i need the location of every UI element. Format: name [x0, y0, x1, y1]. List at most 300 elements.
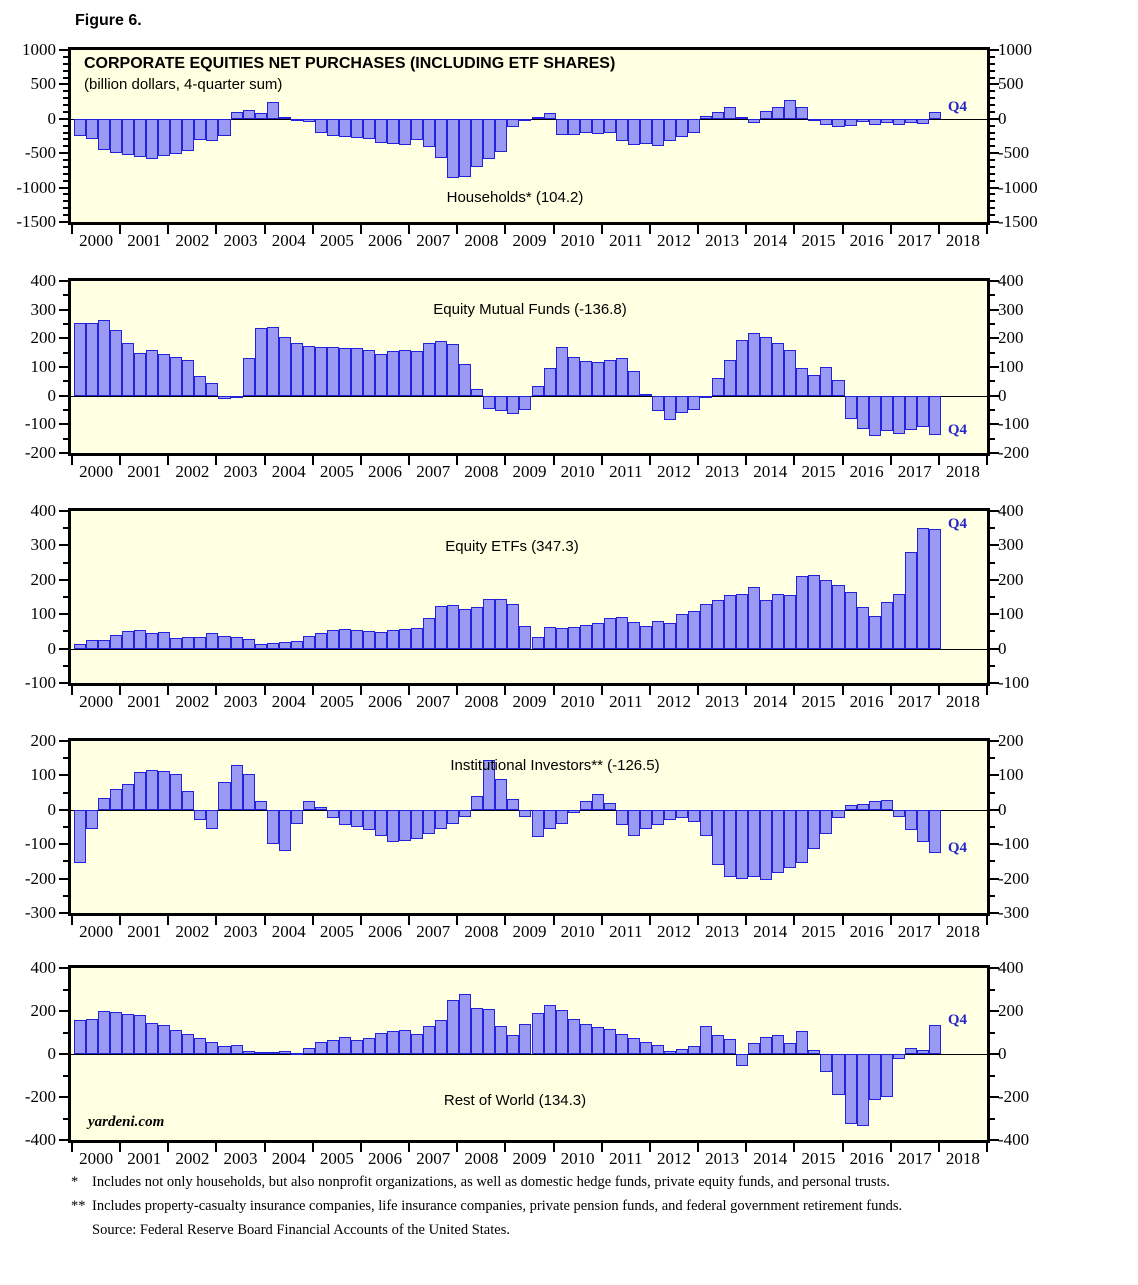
bar — [544, 627, 556, 648]
bar — [495, 779, 507, 810]
bar — [748, 333, 760, 395]
x-axis-year-label: 2011 — [609, 231, 643, 250]
y-axis-label-right: 200 — [998, 1001, 1024, 1020]
minor-tick — [990, 63, 995, 65]
bar — [303, 1048, 315, 1054]
bar — [784, 595, 796, 648]
bar — [845, 1054, 857, 1124]
major-tick — [59, 912, 68, 914]
bar — [652, 810, 664, 825]
bar — [676, 614, 688, 648]
bar — [411, 1034, 423, 1054]
bar — [881, 396, 893, 432]
bar — [291, 1053, 303, 1055]
bar — [471, 607, 483, 648]
bar — [808, 575, 820, 649]
bar — [845, 805, 857, 810]
bar — [218, 636, 230, 649]
x-axis-year-label: 2002 — [175, 922, 210, 941]
bar — [267, 643, 279, 648]
bar — [724, 107, 736, 119]
minor-tick — [990, 173, 995, 175]
x-axis-year-label: 2013 — [705, 692, 740, 711]
bar — [869, 1054, 881, 1100]
bar — [375, 1033, 387, 1055]
x-axis-year-label: 2011 — [609, 692, 643, 711]
y-axis-label-right: 400 — [998, 501, 1024, 520]
x-axis-year-label: 2016 — [849, 462, 884, 481]
bar — [435, 606, 447, 649]
major-tick — [59, 682, 68, 684]
bar — [664, 119, 676, 142]
minor-tick — [63, 989, 68, 991]
bar — [857, 607, 869, 648]
major-tick — [59, 1053, 68, 1055]
x-axis-year-label: 2018 — [945, 231, 980, 250]
minor-tick — [63, 145, 68, 147]
major-tick — [59, 967, 68, 969]
bar — [267, 102, 279, 119]
bar — [134, 630, 146, 649]
x-axis-year-label: 2018 — [945, 922, 980, 941]
bar — [832, 1054, 844, 1095]
minor-tick — [990, 665, 995, 667]
major-tick — [59, 1096, 68, 1098]
major-tick — [59, 152, 68, 154]
bar — [664, 623, 676, 649]
minor-tick — [63, 1118, 68, 1120]
bar — [784, 350, 796, 396]
x-axis-year-label: 2007 — [416, 922, 451, 941]
bar — [772, 343, 784, 396]
bar — [339, 348, 351, 395]
bar — [435, 810, 447, 829]
bar — [917, 1050, 929, 1054]
bar — [905, 810, 917, 831]
bar — [808, 1050, 820, 1054]
bar — [122, 1014, 134, 1054]
bar — [688, 119, 700, 133]
year-separator-tick — [986, 1143, 988, 1152]
bar — [74, 644, 86, 648]
minor-tick — [990, 294, 995, 296]
x-axis-year-label: 2012 — [656, 922, 691, 941]
bar — [435, 341, 447, 395]
minor-tick — [63, 214, 68, 216]
minor-tick — [63, 895, 68, 897]
x-axis-year-label: 2006 — [368, 231, 403, 250]
bar — [736, 340, 748, 396]
bar — [869, 396, 881, 436]
bar — [640, 119, 652, 144]
series-label-households: Households* (104.2) — [446, 189, 584, 206]
y-axis-label-left: -200 — [24, 443, 56, 462]
x-axis-year-label: 2018 — [945, 1149, 980, 1168]
bar — [832, 585, 844, 649]
x-axis-year-label: 2004 — [271, 462, 306, 481]
major-tick — [59, 648, 68, 650]
bar — [712, 810, 724, 865]
bar — [640, 626, 652, 648]
bar — [243, 110, 255, 119]
minor-tick — [63, 70, 68, 72]
minor-tick — [990, 200, 995, 202]
y-axis-label-right: 100 — [998, 604, 1024, 624]
minor-tick — [990, 826, 995, 828]
bar — [519, 396, 531, 410]
bar — [917, 396, 929, 428]
bar — [760, 1037, 772, 1054]
bar — [194, 119, 206, 140]
major-tick — [59, 83, 68, 85]
x-axis-year-label: 2005 — [319, 922, 354, 941]
x-axis-year-label: 2009 — [512, 922, 547, 941]
bar — [832, 119, 844, 127]
y-axis-label-right: 0 — [998, 108, 1007, 128]
y-axis-label-left: -1000 — [16, 177, 56, 197]
bar — [748, 119, 760, 123]
bar — [556, 119, 568, 136]
bar — [303, 346, 315, 396]
y-axis-label-right: 300 — [998, 535, 1024, 555]
minor-tick — [63, 665, 68, 667]
bar — [736, 1054, 748, 1066]
x-axis-year-label: 2011 — [609, 922, 643, 941]
x-axis-year-label: 2005 — [319, 462, 354, 481]
bar — [869, 616, 881, 649]
bar — [315, 807, 327, 810]
plot-area-4 — [68, 965, 990, 1143]
bar — [134, 353, 146, 396]
bar — [700, 116, 712, 119]
minor-tick — [63, 200, 68, 202]
bar — [628, 1038, 640, 1054]
bar — [315, 347, 327, 396]
bar — [905, 119, 917, 123]
bar — [86, 119, 98, 139]
bar — [399, 810, 411, 841]
minor-tick — [990, 562, 995, 564]
y-axis-label-right: 200 — [998, 328, 1024, 348]
y-axis-label-right: -200 — [998, 868, 1030, 888]
bar — [206, 383, 218, 396]
bar — [580, 1024, 592, 1054]
x-axis-year-label: 2009 — [512, 231, 547, 250]
bar — [194, 810, 206, 820]
bar — [929, 112, 941, 119]
bar — [267, 810, 279, 844]
x-axis-year-label: 2000 — [79, 692, 114, 711]
x-axis-year-label: 2006 — [368, 922, 403, 941]
bar — [604, 803, 616, 810]
bar — [604, 119, 616, 133]
minor-tick — [990, 989, 995, 991]
bar — [628, 810, 640, 836]
x-axis-year-label: 2000 — [79, 922, 114, 941]
y-axis-label-left: 0 — [47, 385, 56, 405]
x-axis-year-label: 2001 — [127, 922, 162, 941]
x-axis-year-label: 2003 — [223, 1149, 258, 1168]
bar — [544, 810, 556, 829]
bar — [712, 112, 724, 119]
bar — [917, 528, 929, 648]
bar — [796, 810, 808, 863]
bar — [917, 810, 929, 843]
x-axis-year-label: 2005 — [319, 231, 354, 250]
bar — [905, 552, 917, 648]
bar — [447, 605, 459, 649]
bar — [122, 631, 134, 648]
bar — [712, 600, 724, 648]
bar — [459, 810, 471, 817]
bar — [375, 632, 387, 649]
bar — [146, 1023, 158, 1054]
x-axis-year-label: 2017 — [897, 231, 932, 250]
bar — [158, 119, 170, 157]
minor-tick — [990, 214, 995, 216]
bar — [532, 810, 544, 838]
bar — [399, 350, 411, 396]
bar — [893, 119, 905, 126]
bar — [471, 796, 483, 810]
bar — [110, 635, 122, 649]
y-axis-label-left: -200 — [24, 868, 56, 888]
minor-tick — [63, 159, 68, 161]
minor-tick — [63, 409, 68, 411]
bar — [363, 631, 375, 648]
y-axis-label-left: 400 — [30, 958, 56, 977]
minor-tick — [990, 97, 995, 99]
bar — [291, 343, 303, 396]
bar — [784, 810, 796, 868]
bar — [580, 119, 592, 133]
bar — [327, 810, 339, 819]
chart-subtitle: (billion dollars, 4-quarter sum) — [84, 76, 283, 93]
bar — [98, 119, 110, 150]
bar — [399, 629, 411, 649]
bar — [664, 810, 676, 820]
bar — [315, 119, 327, 133]
bar — [748, 1043, 760, 1054]
latest-quarter-marker: Q4 — [947, 516, 967, 533]
x-axis-year-label: 2010 — [560, 462, 595, 481]
minor-tick — [63, 562, 68, 564]
minor-tick — [63, 757, 68, 759]
bar — [532, 117, 544, 119]
bar — [459, 994, 471, 1054]
bar — [134, 119, 146, 158]
x-axis-year-label: 2015 — [801, 462, 836, 481]
minor-tick — [990, 380, 995, 382]
bar — [411, 119, 423, 140]
major-tick — [59, 118, 68, 120]
minor-tick — [990, 145, 995, 147]
bar — [820, 1054, 832, 1072]
footnote-1-marker: * — [71, 1174, 79, 1190]
bar — [303, 801, 315, 810]
y-axis-label-right: 500 — [998, 74, 1024, 94]
bar — [134, 1015, 146, 1054]
bar — [724, 810, 736, 877]
x-axis-year-label: 2008 — [464, 231, 499, 250]
y-axis-label-left: 200 — [30, 1001, 56, 1020]
y-axis-label-left: -100 — [24, 834, 56, 854]
bar — [146, 633, 158, 648]
bar — [905, 1048, 917, 1054]
bar — [435, 1020, 447, 1054]
bar — [243, 774, 255, 810]
y-axis-label-right: 0 — [998, 638, 1007, 658]
bar — [712, 1035, 724, 1054]
bar — [700, 1026, 712, 1054]
bar — [375, 119, 387, 143]
x-axis-year-label: 2013 — [705, 462, 740, 481]
bar — [688, 1046, 700, 1054]
bar — [255, 113, 267, 119]
major-tick — [59, 774, 68, 776]
y-axis-label-right: -1000 — [998, 177, 1038, 197]
bar — [784, 100, 796, 119]
bar — [881, 602, 893, 648]
minor-tick — [63, 63, 68, 65]
bar — [628, 371, 640, 395]
bar — [399, 119, 411, 145]
x-axis-year-label: 2013 — [705, 922, 740, 941]
year-separator-tick — [986, 686, 988, 695]
minor-tick — [63, 193, 68, 195]
bar — [291, 810, 303, 824]
bar — [74, 810, 86, 863]
minor-tick — [63, 56, 68, 58]
bar — [447, 344, 459, 396]
x-axis-year-label: 2007 — [416, 231, 451, 250]
minor-tick — [63, 125, 68, 127]
bar — [110, 119, 122, 153]
major-tick — [59, 843, 68, 845]
major-tick — [59, 337, 68, 339]
bar — [375, 354, 387, 396]
y-axis-label-right: -500 — [998, 143, 1030, 163]
bar — [170, 638, 182, 648]
series-label-institutional-investors: Institutional Investors** (-126.5) — [450, 757, 660, 774]
latest-quarter-marker: Q4 — [947, 421, 967, 438]
minor-tick — [990, 70, 995, 72]
x-axis-year-label: 2008 — [464, 462, 499, 481]
y-axis-label-left: 400 — [30, 501, 56, 520]
bar — [267, 1052, 279, 1054]
x-axis-year-label: 2015 — [801, 692, 836, 711]
bar — [881, 1054, 893, 1097]
bar — [411, 351, 423, 395]
bar — [700, 604, 712, 649]
minor-tick — [990, 895, 995, 897]
x-axis-year-label: 2004 — [271, 922, 306, 941]
year-separator-tick — [986, 456, 988, 465]
y-axis-label-right: -100 — [998, 834, 1030, 854]
bar — [411, 810, 423, 839]
bar — [592, 362, 604, 396]
series-label-rest-of-world: Rest of World (134.3) — [443, 1092, 587, 1109]
bar — [122, 343, 134, 396]
x-axis-year-label: 2018 — [945, 692, 980, 711]
bar — [808, 119, 820, 121]
x-axis-year-label: 2014 — [753, 922, 788, 941]
minor-tick — [990, 138, 995, 140]
minor-tick — [63, 180, 68, 182]
x-axis-year-label: 2017 — [897, 462, 932, 481]
zero-gridline — [71, 649, 987, 650]
bar — [291, 641, 303, 649]
y-axis-label-left: 300 — [30, 299, 56, 319]
bar — [255, 644, 267, 648]
bar — [820, 580, 832, 649]
bar — [592, 794, 604, 809]
bar — [616, 119, 628, 142]
bar — [580, 801, 592, 810]
minor-tick — [990, 1118, 995, 1120]
x-axis-year-label: 2000 — [79, 231, 114, 250]
bar — [857, 804, 869, 810]
bar — [447, 1000, 459, 1054]
x-axis-year-label: 2004 — [271, 1149, 306, 1168]
bar — [929, 810, 941, 854]
bar — [724, 360, 736, 396]
x-axis-year-label: 2011 — [609, 462, 643, 481]
x-axis-year-label: 2014 — [753, 231, 788, 250]
y-axis-label-right: 0 — [998, 1044, 1007, 1063]
bar — [182, 360, 194, 396]
bar — [772, 107, 784, 119]
footnote-2-text: Includes property-casualty insurance companies, life insurance companies, private pension funds, and federal government retirement funds. — [92, 1198, 903, 1214]
x-axis-year-label: 2015 — [801, 231, 836, 250]
major-tick — [59, 452, 68, 454]
bar — [339, 629, 351, 649]
x-axis-year-label: 2010 — [560, 231, 595, 250]
x-axis-year-label: 2004 — [271, 231, 306, 250]
bar — [688, 611, 700, 649]
minor-tick — [990, 180, 995, 182]
major-tick — [59, 1010, 68, 1012]
footnote-2 — [71, 1198, 1071, 1215]
bar — [182, 119, 194, 152]
bar — [86, 640, 98, 649]
major-tick — [59, 309, 68, 311]
x-axis-year-label: 2003 — [223, 922, 258, 941]
y-axis-label-right: 100 — [998, 765, 1024, 785]
bar — [700, 396, 712, 398]
bar — [845, 396, 857, 419]
bar — [796, 368, 808, 395]
minor-tick — [990, 596, 995, 598]
bar — [832, 810, 844, 819]
minor-tick — [990, 409, 995, 411]
bar — [568, 357, 580, 396]
bar — [544, 368, 556, 395]
x-axis-year-label: 2013 — [705, 1149, 740, 1168]
bar — [869, 119, 881, 125]
bar — [206, 119, 218, 142]
x-axis-year-label: 2004 — [271, 692, 306, 711]
bar — [760, 111, 772, 119]
bar — [616, 810, 628, 825]
minor-tick — [990, 90, 995, 92]
bar — [218, 119, 230, 136]
y-axis-label-right: -200 — [998, 1087, 1030, 1106]
bar — [351, 810, 363, 827]
y-axis-label-right: 400 — [998, 958, 1024, 977]
bar — [351, 1040, 363, 1054]
y-axis-label-right: 300 — [998, 299, 1024, 319]
